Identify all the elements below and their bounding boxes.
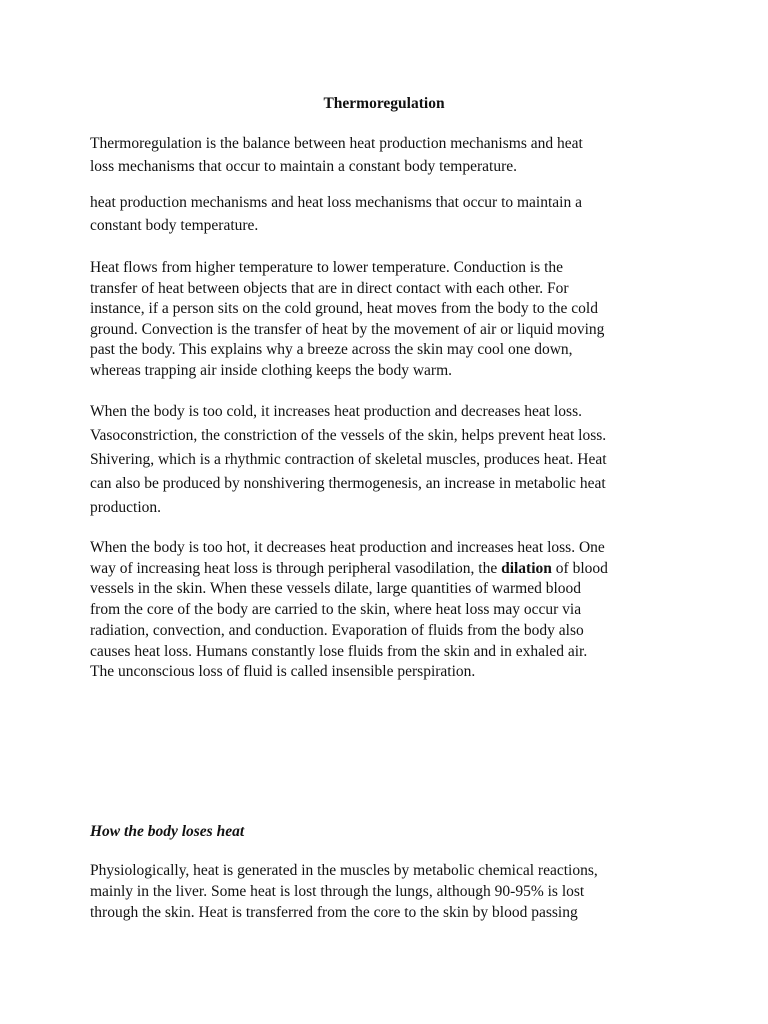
text-line: When the body is too cold, it increases heat production and decreases heat loss. <box>90 403 582 420</box>
text-line: Vasoconstriction, the constriction of the vessels of the skin, helps prevent heat loss. <box>90 427 607 444</box>
text-line: production. <box>90 499 162 516</box>
section-heading: How the body loses heat <box>90 823 245 840</box>
paragraph-heat-flow <box>90 258 690 382</box>
paragraph-too-hot <box>90 538 690 683</box>
bold-term-dilation: dilation <box>501 559 552 577</box>
text-line: Thermoregulation is the balance between heat production mechanisms and heat <box>90 135 583 152</box>
text-line: When the body is too hot, it decreases heat production and increases heat loss. One <box>90 539 605 556</box>
paragraph-too-cold <box>90 400 690 520</box>
paragraph-definition <box>90 132 690 178</box>
text-line: past the body. This explains why a breeze across the skin may cool one down, <box>90 341 573 359</box>
text-line: ground. Convection is the transfer of heat by the movement of air or liquid moving <box>90 320 605 338</box>
text-line: from the core of the body are carried to the skin, where heat loss may occur via <box>90 601 582 619</box>
text-line: instance, if a person sits on the cold ground, heat moves from the body to the cold <box>90 300 598 318</box>
text-line: vessels in the skin. When these vessels dilate, large quantities of warmed blood <box>90 580 582 598</box>
text-line: heat production mechanisms and heat loss mechanisms that occur to maintain a <box>90 194 582 211</box>
document-title: Thermoregulation <box>323 95 445 112</box>
text-line: Physiologically, heat is generated in the muscles by metabolic chemical reactions, <box>90 862 598 879</box>
text-line: Shivering, which is a rhythmic contraction of skeletal muscles, produces heat. Heat <box>90 451 607 468</box>
text-line: can also be produced by nonshivering thermogenesis, an increase in metabolic heat <box>90 475 606 492</box>
text-segment: way of increasing heat loss is through peripheral vasodilation, the <box>90 559 502 577</box>
text-line: Heat flows from higher temperature to lower temperature. Conduction is the <box>90 259 564 276</box>
text-line: constant body temperature. <box>90 217 259 234</box>
text-line: loss mechanisms that occur to maintain a constant body temperature. <box>90 158 517 175</box>
text-segment: of blood <box>551 559 608 577</box>
text-line: whereas trapping air inside clothing keeps the body warm. <box>90 361 452 379</box>
paragraph-physiology <box>90 860 690 923</box>
text-line: causes heat loss. Humans constantly lose fluids from the skin and in exhaled air. <box>90 642 588 660</box>
text-line: through the skin. Heat is transferred from the core to the skin by blood passing <box>90 904 578 921</box>
text-line: mainly in the liver. Some heat is lost through the lungs, although 90-95% is lost <box>90 883 585 900</box>
paragraph-repeat <box>90 191 690 237</box>
text-line <box>90 559 690 580</box>
text-line: The unconscious loss of fluid is called insensible perspiration. <box>90 663 476 681</box>
text-line: radiation, convection, and conduction. Evaporation of fluids from the body also <box>90 621 584 639</box>
text-line: transfer of heat between objects that are in direct contact with each other. For <box>90 279 569 297</box>
